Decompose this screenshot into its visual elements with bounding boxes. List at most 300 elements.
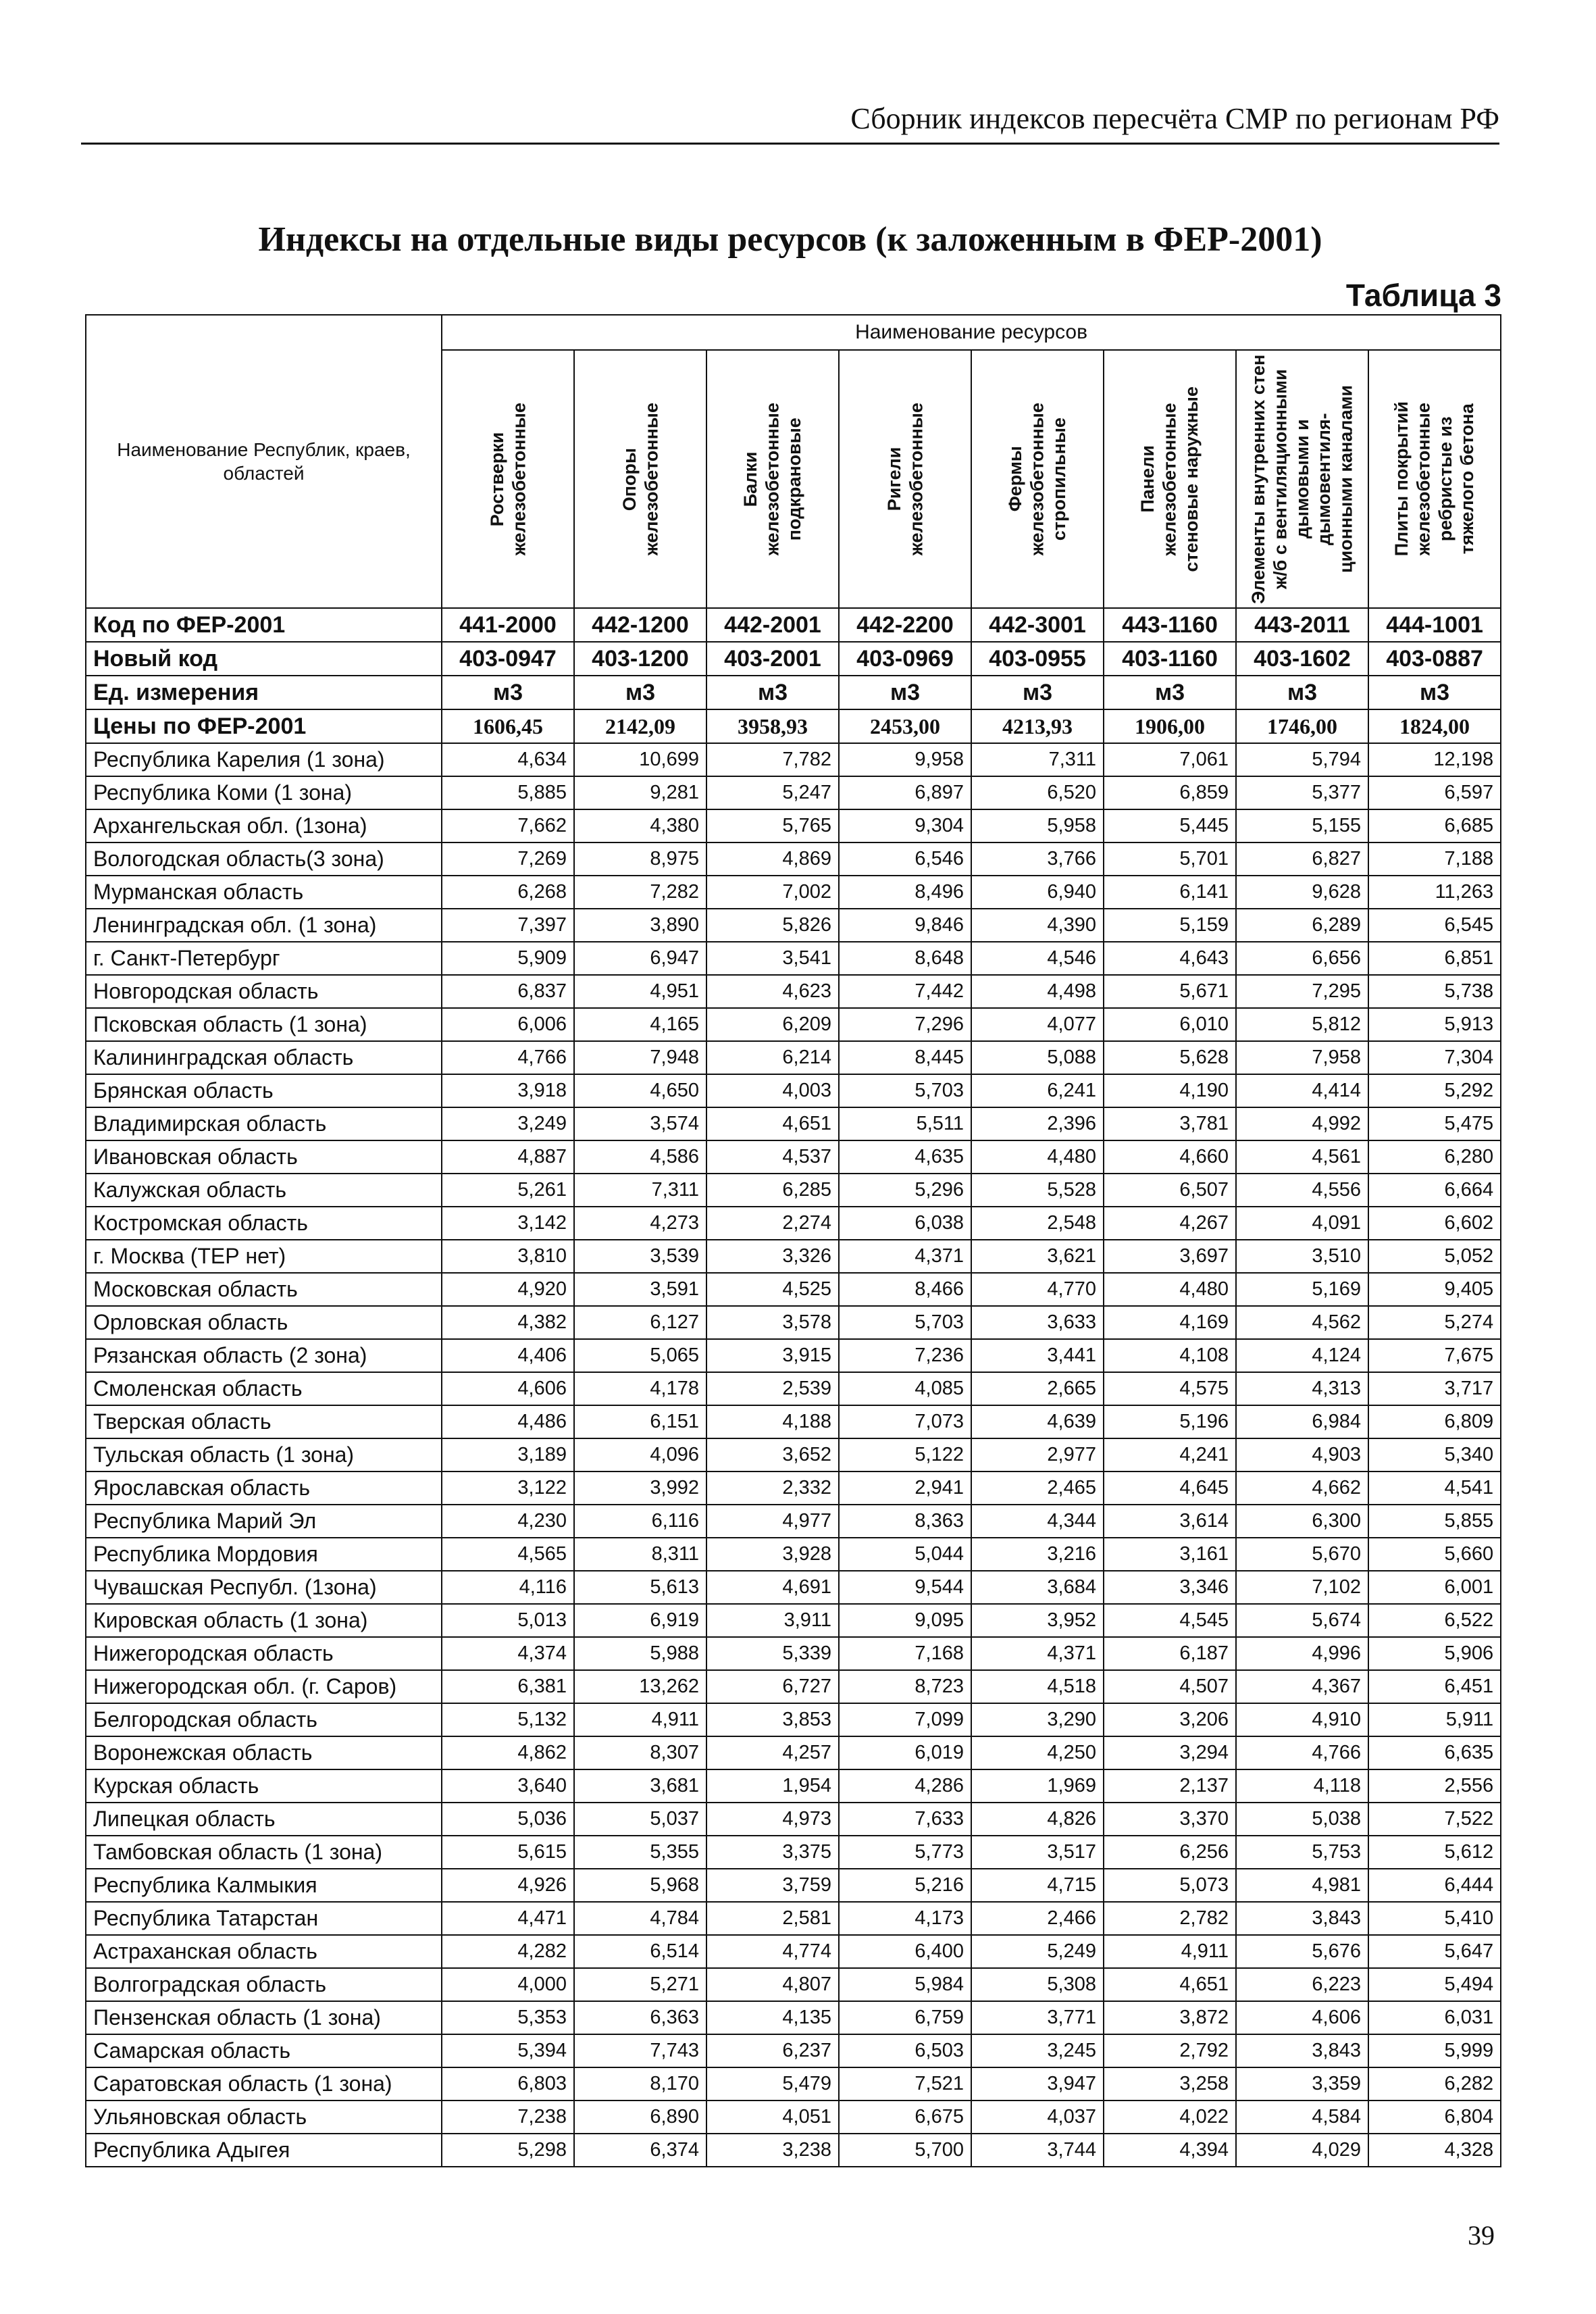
- index-value: 4,645: [1104, 1472, 1236, 1505]
- meta-cell: 441-2000: [442, 608, 574, 642]
- table-row: [86, 1670, 1501, 1703]
- index-value: 6,919: [574, 1604, 706, 1637]
- index-value: 4,910: [1236, 1703, 1368, 1736]
- index-value: 4,344: [971, 1505, 1104, 1538]
- index-value: 5,271: [574, 1968, 706, 2001]
- index-value: 3,510: [1236, 1240, 1368, 1273]
- index-value: 6,285: [706, 1174, 839, 1207]
- table-row: [86, 1240, 1501, 1273]
- meta-cell: 403-2001: [706, 642, 839, 676]
- table-row: [86, 1405, 1501, 1438]
- index-value: 7,311: [971, 743, 1104, 776]
- resource-group-header: Наименование ресурсов: [442, 315, 1501, 350]
- index-value: 5,674: [1236, 1604, 1368, 1637]
- index-value: 4,374: [442, 1637, 574, 1670]
- index-value: 6,141: [1104, 876, 1236, 909]
- index-value: 1,954: [706, 1769, 839, 1803]
- index-value: 9,304: [839, 809, 971, 842]
- resource-column-label: Опоры железобетонные: [619, 402, 661, 556]
- index-value: 6,520: [971, 776, 1104, 809]
- index-value: 5,475: [1368, 1107, 1501, 1140]
- index-value: 4,241: [1104, 1438, 1236, 1472]
- index-value: 6,289: [1236, 909, 1368, 942]
- index-value: 5,773: [839, 1836, 971, 1869]
- index-value: 4,371: [839, 1240, 971, 1273]
- index-value: 3,717: [1368, 1372, 1501, 1405]
- index-value: 2,548: [971, 1207, 1104, 1240]
- table-row: [86, 1505, 1501, 1538]
- index-value: 4,471: [442, 1902, 574, 1935]
- index-value: 4,414: [1236, 1074, 1368, 1107]
- table-row: [86, 1174, 1501, 1207]
- index-value: 3,843: [1236, 2034, 1368, 2067]
- region-name: Костромская область: [86, 1207, 442, 1240]
- index-value: 7,311: [574, 1174, 706, 1207]
- index-value: 4,565: [442, 1538, 574, 1571]
- meta-cell: м3: [574, 676, 706, 709]
- meta-cell: 444-1001: [1368, 608, 1501, 642]
- index-value: 4,367: [1236, 1670, 1368, 1703]
- meta-cell: 443-1160: [1104, 608, 1236, 642]
- index-value: 3,890: [574, 909, 706, 942]
- index-value: 10,699: [574, 743, 706, 776]
- index-value: 7,521: [839, 2067, 971, 2101]
- resource-column-label: Ригели железобетонные: [883, 402, 926, 556]
- index-value: 5,479: [706, 2067, 839, 2101]
- meta-cell: 4213,93: [971, 709, 1104, 743]
- index-value: 4,173: [839, 1902, 971, 1935]
- table-row: [86, 1306, 1501, 1339]
- meta-row: [86, 676, 1501, 709]
- resource-column-header: [442, 350, 574, 608]
- index-value: 6,597: [1368, 776, 1501, 809]
- index-value: 9,281: [574, 776, 706, 809]
- index-value: 6,803: [442, 2067, 574, 2101]
- region-name: Тверская область: [86, 1405, 442, 1438]
- index-value: 5,738: [1368, 975, 1501, 1008]
- index-value: 4,981: [1236, 1869, 1368, 1902]
- index-value: 4,116: [442, 1571, 574, 1604]
- index-value: 3,911: [706, 1604, 839, 1637]
- index-value: 7,269: [442, 842, 574, 876]
- index-value: 5,216: [839, 1869, 971, 1902]
- index-value: 4,382: [442, 1306, 574, 1339]
- index-value: 4,518: [971, 1670, 1104, 1703]
- region-name: г. Санкт-Петербург: [86, 942, 442, 975]
- index-value: 4,096: [574, 1438, 706, 1472]
- index-value: 4,606: [1236, 2001, 1368, 2034]
- index-value: 3,759: [706, 1869, 839, 1902]
- index-value: 6,890: [574, 2101, 706, 2134]
- index-value: 4,003: [706, 1074, 839, 1107]
- index-value: 6,837: [442, 975, 574, 1008]
- region-name: Кировская область (1 зона): [86, 1604, 442, 1637]
- resource-index-table: [85, 314, 1501, 2167]
- index-value: 7,295: [1236, 975, 1368, 1008]
- resource-column-label: Балки железобетонные подкрановые: [740, 402, 805, 556]
- index-value: 5,038: [1236, 1803, 1368, 1836]
- index-value: 8,496: [839, 876, 971, 909]
- meta-cell: 3958,93: [706, 709, 839, 743]
- region-name: Нижегородская область: [86, 1637, 442, 1670]
- running-header: Сборник индексов пересчёта СМР по регионам РФ: [81, 101, 1499, 145]
- index-value: 5,812: [1236, 1008, 1368, 1041]
- index-value: 6,685: [1368, 809, 1501, 842]
- index-value: 3,326: [706, 1240, 839, 1273]
- index-value: 5,196: [1104, 1405, 1236, 1438]
- index-value: 6,897: [839, 776, 971, 809]
- index-value: 5,753: [1236, 1836, 1368, 1869]
- index-value: 3,359: [1236, 2067, 1368, 2101]
- index-value: 6,727: [706, 1670, 839, 1703]
- index-value: 6,759: [839, 2001, 971, 2034]
- index-value: 6,237: [706, 2034, 839, 2067]
- index-value: 5,036: [442, 1803, 574, 1836]
- index-value: 7,282: [574, 876, 706, 909]
- index-value: 6,001: [1368, 1571, 1501, 1604]
- region-name: Ивановская область: [86, 1140, 442, 1174]
- index-value: 4,029: [1236, 2134, 1368, 2167]
- resource-column-header: [574, 350, 706, 608]
- meta-row-label: Цены по ФЕР-2001: [86, 709, 442, 743]
- index-value: 6,256: [1104, 1836, 1236, 1869]
- index-value: 7,397: [442, 909, 574, 942]
- index-value: 9,405: [1368, 1273, 1501, 1306]
- table-row: [86, 1008, 1501, 1041]
- index-value: 4,000: [442, 1968, 574, 2001]
- index-value: 4,691: [706, 1571, 839, 1604]
- index-value: 6,503: [839, 2034, 971, 2067]
- index-value: 2,396: [971, 1107, 1104, 1140]
- index-value: 7,238: [442, 2101, 574, 2134]
- index-value: 3,539: [574, 1240, 706, 1273]
- index-value: 4,282: [442, 1935, 574, 1968]
- region-name: Новгородская область: [86, 975, 442, 1008]
- index-value: 3,161: [1104, 1538, 1236, 1571]
- table-row: [86, 1041, 1501, 1074]
- index-value: 5,159: [1104, 909, 1236, 942]
- index-value: 6,241: [971, 1074, 1104, 1107]
- region-name: Волгоградская область: [86, 1968, 442, 2001]
- index-value: 7,102: [1236, 1571, 1368, 1604]
- index-value: 6,381: [442, 1670, 574, 1703]
- index-value: 5,274: [1368, 1306, 1501, 1339]
- index-value: 3,771: [971, 2001, 1104, 2034]
- region-name: Республика Коми (1 зона): [86, 776, 442, 809]
- index-value: 4,371: [971, 1637, 1104, 1670]
- index-value: 5,885: [442, 776, 574, 809]
- index-value: 6,116: [574, 1505, 706, 1538]
- index-value: 4,498: [971, 975, 1104, 1008]
- meta-cell: 403-0947: [442, 642, 574, 676]
- region-name: Архангельская обл. (1зона): [86, 809, 442, 842]
- table-row: [86, 1472, 1501, 1505]
- index-value: 5,132: [442, 1703, 574, 1736]
- table-row: [86, 1703, 1501, 1736]
- meta-cell: м3: [839, 676, 971, 709]
- index-value: 6,006: [442, 1008, 574, 1041]
- region-name: Курская область: [86, 1769, 442, 1803]
- index-value: 5,296: [839, 1174, 971, 1207]
- table-row: [86, 2034, 1501, 2067]
- region-name: Псковская область (1 зона): [86, 1008, 442, 1041]
- index-value: 3,853: [706, 1703, 839, 1736]
- index-value: 8,363: [839, 1505, 971, 1538]
- index-value: 8,466: [839, 1273, 971, 1306]
- index-value: 4,328: [1368, 2134, 1501, 2167]
- index-value: 6,859: [1104, 776, 1236, 809]
- region-name: Белгородская область: [86, 1703, 442, 1736]
- resource-column-header: [971, 350, 1104, 608]
- index-value: 2,466: [971, 1902, 1104, 1935]
- index-value: 2,332: [706, 1472, 839, 1505]
- table-row: [86, 1769, 1501, 1803]
- index-value: 9,958: [839, 743, 971, 776]
- index-value: 4,651: [1104, 1968, 1236, 2001]
- index-value: 5,410: [1368, 1902, 1501, 1935]
- index-value: 4,250: [971, 1736, 1104, 1769]
- index-value: 4,770: [971, 1273, 1104, 1306]
- index-value: 7,002: [706, 876, 839, 909]
- index-value: 4,977: [706, 1505, 839, 1538]
- meta-cell: 442-2001: [706, 608, 839, 642]
- index-value: 12,198: [1368, 743, 1501, 776]
- region-name: Вологодская область(3 зона): [86, 842, 442, 876]
- table-row: [86, 975, 1501, 1008]
- index-value: 3,766: [971, 842, 1104, 876]
- region-name: Пензенская область (1 зона): [86, 2001, 442, 2034]
- meta-cell: 2142,09: [574, 709, 706, 743]
- index-value: 5,676: [1236, 1935, 1368, 1968]
- index-value: 3,216: [971, 1538, 1104, 1571]
- table-row: [86, 776, 1501, 809]
- index-value: 4,178: [574, 1372, 706, 1405]
- meta-row: [86, 642, 1501, 676]
- index-value: 6,656: [1236, 942, 1368, 975]
- index-value: 5,088: [971, 1041, 1104, 1074]
- index-value: 5,909: [442, 942, 574, 975]
- index-value: 7,073: [839, 1405, 971, 1438]
- table-row: [86, 942, 1501, 975]
- index-value: 4,545: [1104, 1604, 1236, 1637]
- meta-cell: м3: [706, 676, 839, 709]
- table-row: [86, 1571, 1501, 1604]
- index-value: 4,996: [1236, 1637, 1368, 1670]
- region-name: Липецкая область: [86, 1803, 442, 1836]
- index-value: 4,390: [971, 909, 1104, 942]
- table-row: [86, 2001, 1501, 2034]
- index-value: 4,077: [971, 1008, 1104, 1041]
- table-row: [86, 1836, 1501, 1869]
- index-value: 8,723: [839, 1670, 971, 1703]
- region-name: Орловская область: [86, 1306, 442, 1339]
- index-value: 4,541: [1368, 1472, 1501, 1505]
- index-value: 5,247: [706, 776, 839, 809]
- index-value: 5,615: [442, 1836, 574, 1869]
- index-value: 2,792: [1104, 2034, 1236, 2067]
- index-value: 6,851: [1368, 942, 1501, 975]
- index-value: 5,826: [706, 909, 839, 942]
- index-value: 2,977: [971, 1438, 1104, 1472]
- resource-column-header: [1236, 350, 1368, 608]
- index-value: 4,480: [971, 1140, 1104, 1174]
- index-value: 3,142: [442, 1207, 574, 1240]
- index-value: 4,584: [1236, 2101, 1368, 2134]
- index-value: 4,546: [971, 942, 1104, 975]
- region-name: Мурманская область: [86, 876, 442, 909]
- index-value: 4,651: [706, 1107, 839, 1140]
- table-row: [86, 1538, 1501, 1571]
- region-name: Ленинградская обл. (1 зона): [86, 909, 442, 942]
- table-row: [86, 1935, 1501, 1968]
- index-value: 5,052: [1368, 1240, 1501, 1273]
- index-value: 3,614: [1104, 1505, 1236, 1538]
- table-row: [86, 1968, 1501, 2001]
- index-value: 5,377: [1236, 776, 1368, 809]
- index-value: 8,170: [574, 2067, 706, 2101]
- index-value: 3,918: [442, 1074, 574, 1107]
- region-name: Саратовская область (1 зона): [86, 2067, 442, 2101]
- index-value: 4,635: [839, 1140, 971, 1174]
- index-value: 5,660: [1368, 1538, 1501, 1571]
- meta-cell: 443-2011: [1236, 608, 1368, 642]
- index-value: 2,941: [839, 1472, 971, 1505]
- index-value: 7,188: [1368, 842, 1501, 876]
- index-value: 4,406: [442, 1339, 574, 1372]
- index-value: 6,545: [1368, 909, 1501, 942]
- resource-column-header: [839, 350, 971, 608]
- index-value: 3,992: [574, 1472, 706, 1505]
- index-value: 5,339: [706, 1637, 839, 1670]
- index-value: 3,441: [971, 1339, 1104, 1372]
- region-name: Республика Татарстан: [86, 1902, 442, 1935]
- index-value: 1,969: [971, 1769, 1104, 1803]
- index-value: 8,445: [839, 1041, 971, 1074]
- index-value: 4,920: [442, 1273, 574, 1306]
- index-value: 6,019: [839, 1736, 971, 1769]
- index-value: 7,236: [839, 1339, 971, 1372]
- index-value: 6,280: [1368, 1140, 1501, 1174]
- index-value: 7,442: [839, 975, 971, 1008]
- index-value: 5,511: [839, 1107, 971, 1140]
- index-value: 5,671: [1104, 975, 1236, 1008]
- index-value: 4,190: [1104, 1074, 1236, 1107]
- index-value: 5,065: [574, 1339, 706, 1372]
- index-value: 7,522: [1368, 1803, 1501, 1836]
- index-value: 6,984: [1236, 1405, 1368, 1438]
- index-value: 6,282: [1368, 2067, 1501, 2101]
- index-value: 6,546: [839, 842, 971, 876]
- table-row: [86, 1372, 1501, 1405]
- index-value: 3,290: [971, 1703, 1104, 1736]
- region-name: Тульская область (1 зона): [86, 1438, 442, 1472]
- meta-cell: 403-1200: [574, 642, 706, 676]
- index-value: 3,872: [1104, 2001, 1236, 2034]
- index-value: 4,537: [706, 1140, 839, 1174]
- index-value: 6,223: [1236, 1968, 1368, 2001]
- index-value: 7,296: [839, 1008, 971, 1041]
- table-row: [86, 1207, 1501, 1240]
- table-label: Таблица 3: [1345, 278, 1501, 313]
- index-value: 4,380: [574, 809, 706, 842]
- meta-cell: 1824,00: [1368, 709, 1501, 743]
- index-value: 8,648: [839, 942, 971, 975]
- index-value: 4,118: [1236, 1769, 1368, 1803]
- index-value: 4,911: [1104, 1935, 1236, 1968]
- index-value: 5,855: [1368, 1505, 1501, 1538]
- meta-cell: м3: [971, 676, 1104, 709]
- index-value: 9,544: [839, 1571, 971, 1604]
- page-number: 39: [1468, 2220, 1495, 2250]
- meta-cell: 403-1602: [1236, 642, 1368, 676]
- index-value: 4,575: [1104, 1372, 1236, 1405]
- region-name: Республика Марий Эл: [86, 1505, 442, 1538]
- index-value: 3,697: [1104, 1240, 1236, 1273]
- index-value: 5,494: [1368, 1968, 1501, 2001]
- index-value: 4,562: [1236, 1306, 1368, 1339]
- index-value: 5,628: [1104, 1041, 1236, 1074]
- index-value: 4,662: [1236, 1472, 1368, 1505]
- meta-row-label: Код по ФЕР-2001: [86, 608, 442, 642]
- index-value: 3,591: [574, 1273, 706, 1306]
- index-value: 3,578: [706, 1306, 839, 1339]
- index-value: 3,781: [1104, 1107, 1236, 1140]
- table-row: [86, 1869, 1501, 1902]
- index-value: 5,613: [574, 1571, 706, 1604]
- index-value: 3,843: [1236, 1902, 1368, 1935]
- index-value: 3,574: [574, 1107, 706, 1140]
- resource-column-header: [706, 350, 839, 608]
- index-value: 4,556: [1236, 1174, 1368, 1207]
- index-value: 9,628: [1236, 876, 1368, 909]
- meta-row-label: Ед. измерения: [86, 676, 442, 709]
- index-value: 3,621: [971, 1240, 1104, 1273]
- index-value: 5,703: [839, 1306, 971, 1339]
- index-value: 5,988: [574, 1637, 706, 1670]
- index-value: 5,044: [839, 1538, 971, 1571]
- index-value: 6,940: [971, 876, 1104, 909]
- region-name: Владимирская область: [86, 1107, 442, 1140]
- index-value: 4,826: [971, 1803, 1104, 1836]
- index-value: 4,862: [442, 1736, 574, 1769]
- index-value: 6,127: [574, 1306, 706, 1339]
- index-value: 4,165: [574, 1008, 706, 1041]
- index-value: 4,660: [1104, 1140, 1236, 1174]
- region-name: Республика Калмыкия: [86, 1869, 442, 1902]
- index-value: 5,292: [1368, 1074, 1501, 1107]
- region-name: Ярославская область: [86, 1472, 442, 1505]
- meta-row: [86, 608, 1501, 642]
- index-value: 5,308: [971, 1968, 1104, 2001]
- index-value: 4,257: [706, 1736, 839, 1769]
- table-row: [86, 2134, 1501, 2167]
- region-name: Тамбовская область (1 зона): [86, 1836, 442, 1869]
- index-value: 4,973: [706, 1803, 839, 1836]
- index-value: 6,010: [1104, 1008, 1236, 1041]
- index-value: 3,370: [1104, 1803, 1236, 1836]
- index-value: 6,374: [574, 2134, 706, 2167]
- index-value: 6,209: [706, 1008, 839, 1041]
- resource-column-header: [1104, 350, 1236, 608]
- index-value: 4,273: [574, 1207, 706, 1240]
- index-value: 4,230: [442, 1505, 574, 1538]
- index-value: 5,013: [442, 1604, 574, 1637]
- region-name: Московская область: [86, 1273, 442, 1306]
- index-value: 4,486: [442, 1405, 574, 1438]
- index-value: 3,206: [1104, 1703, 1236, 1736]
- region-name: Калининградская область: [86, 1041, 442, 1074]
- table-row: [86, 2101, 1501, 2134]
